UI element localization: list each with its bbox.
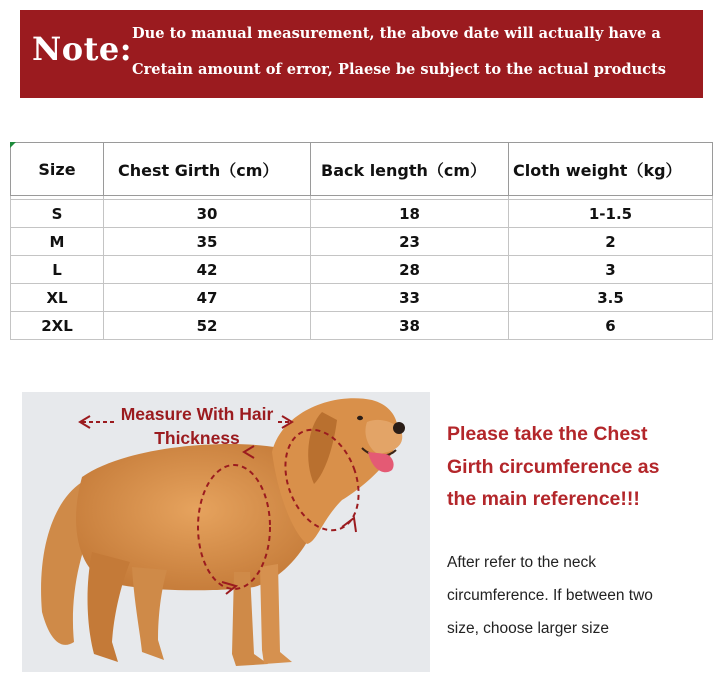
header-chest-girth: Chest Girth（cm） xyxy=(104,143,311,196)
table-row xyxy=(11,284,713,312)
cell-chest: 42 xyxy=(104,256,311,284)
measure-with-hair-label xyxy=(102,402,292,450)
reference-line-3: the main reference!!! xyxy=(447,488,640,510)
table-row xyxy=(11,228,713,256)
cell-size: S xyxy=(11,200,104,228)
cell-weight: 1-1.5 xyxy=(509,200,713,228)
reference-line-1: Please take the Chest xyxy=(447,423,648,445)
cell-weight: 6 xyxy=(509,312,713,340)
reference-line-2: Girth circumference as xyxy=(447,455,660,478)
cell-size: 2XL xyxy=(11,312,104,340)
cell-back: 33 xyxy=(311,284,509,312)
table-row xyxy=(11,312,713,340)
cell-weight: 3 xyxy=(509,256,713,284)
cell-size: M xyxy=(11,228,104,256)
table-corner-marker xyxy=(10,142,16,148)
cell-weight: 2 xyxy=(509,228,713,256)
cell-weight: 3.5 xyxy=(509,284,713,312)
cell-back: 28 xyxy=(311,256,509,284)
dog-photo xyxy=(22,392,430,672)
measure-label-line-2: Thickness xyxy=(154,428,240,448)
table-row xyxy=(11,200,713,228)
header-cloth-weight: Cloth weight（kg） xyxy=(509,143,713,196)
note-banner xyxy=(20,10,703,98)
measure-label-line-1: Measure With Hair xyxy=(117,402,278,426)
cell-back: 23 xyxy=(311,228,509,256)
advice-line-2: circumference. If between two xyxy=(447,587,653,604)
header-size: Size xyxy=(11,143,104,196)
cell-chest: 30 xyxy=(104,200,311,228)
cell-back: 18 xyxy=(311,200,509,228)
note-line-2: Cretain amount of error, Plaese be subject to the actual products xyxy=(132,61,667,78)
cell-size: XL xyxy=(11,284,104,312)
table-header-row xyxy=(11,143,713,196)
chest-reference-text xyxy=(447,418,712,516)
table-row xyxy=(11,256,713,284)
note-line-1: Due to manual measurement, the above date will actually have a xyxy=(132,25,661,42)
neck-advice-text xyxy=(447,546,715,645)
advice-line-3: size, choose larger size xyxy=(447,620,609,637)
advice-line-1: After refer to the neck xyxy=(447,554,597,571)
header-back-length: Back length（cm） xyxy=(311,143,509,196)
cell-chest: 47 xyxy=(104,284,311,312)
cell-chest: 35 xyxy=(104,228,311,256)
cell-chest: 52 xyxy=(104,312,311,340)
note-label: Note: xyxy=(32,30,133,68)
cell-back: 38 xyxy=(311,312,509,340)
cell-size: L xyxy=(11,256,104,284)
size-chart-table xyxy=(10,142,713,340)
